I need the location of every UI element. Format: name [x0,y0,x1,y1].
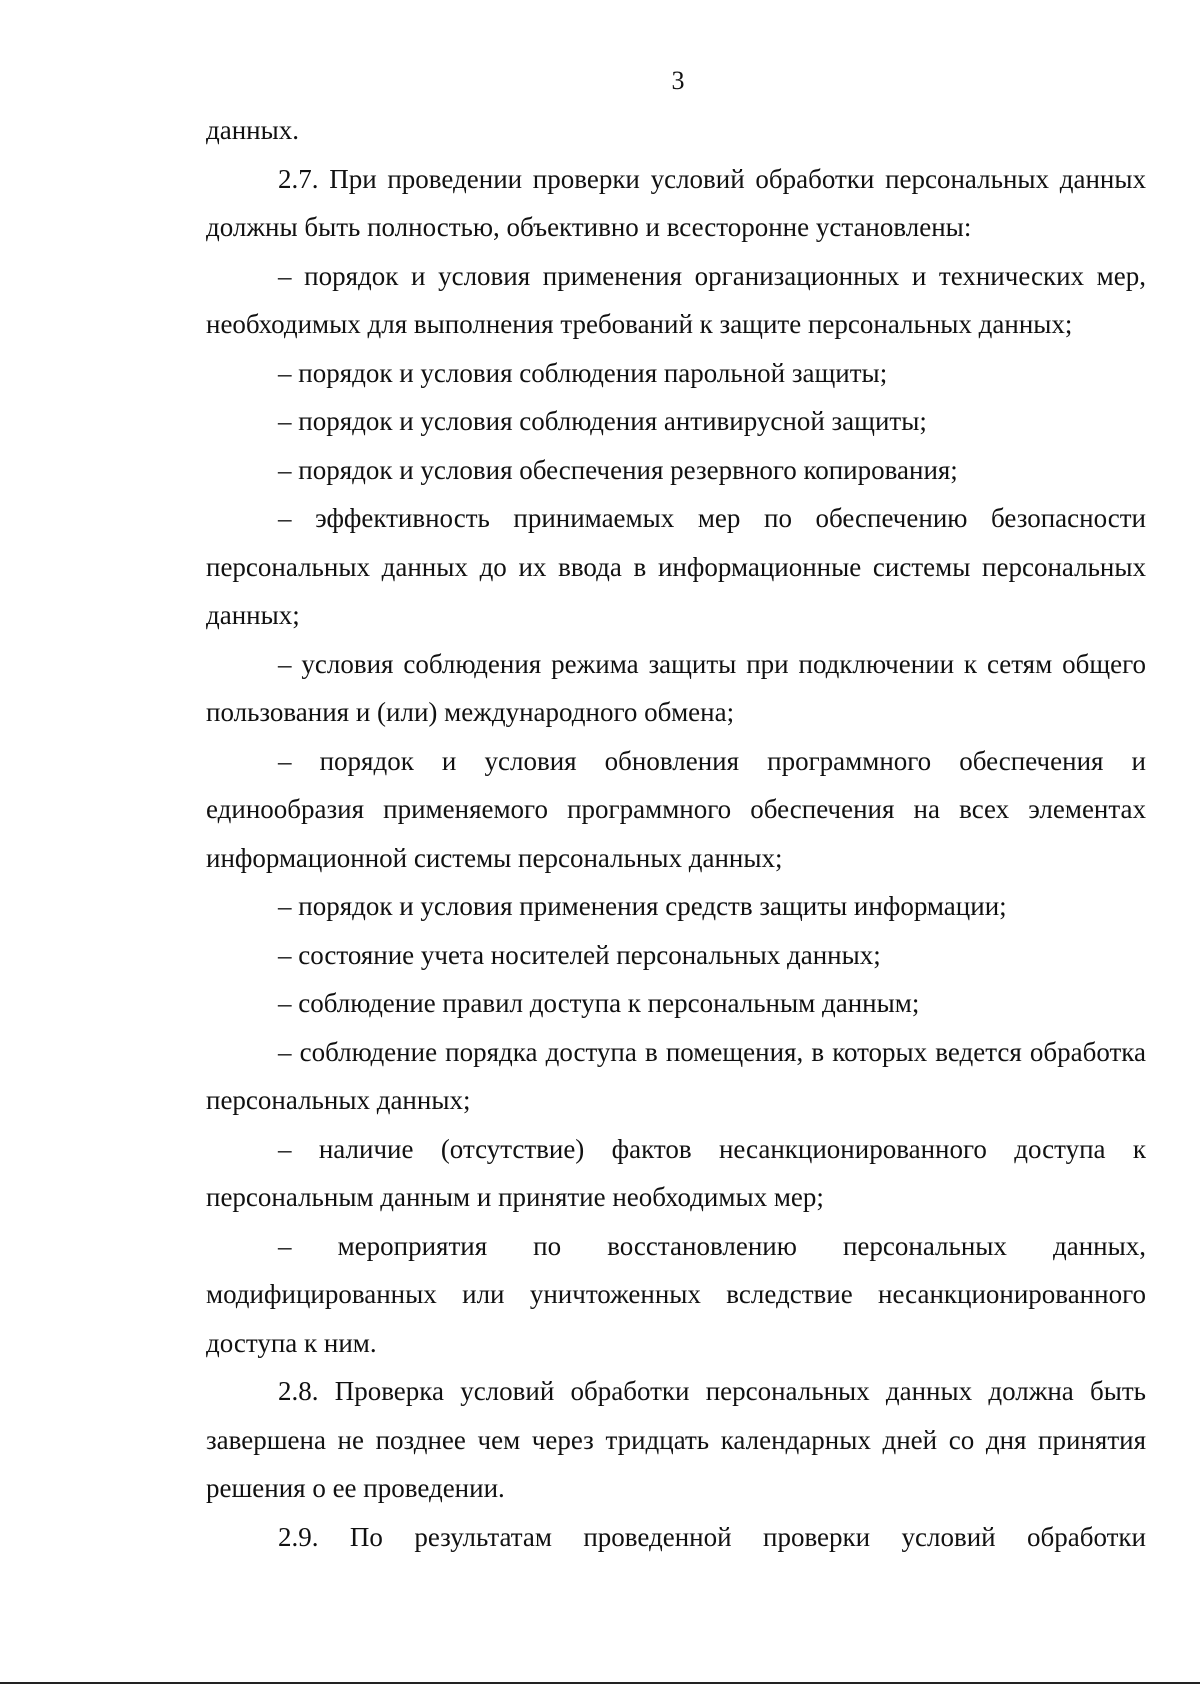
list-item: – соблюдение порядка доступа в помещения, в которых ведется обработка персональных данных; [206,1036,1146,1115]
list-item: – мероприятия по восстановлению персональных данных, модифицированных или уничтоженных вследствие несанкционированного доступа к ним. [206,1230,1146,1358]
paragraph-2-7: 2.7. При проведении проверки условий обработки персональных данных должны быть полностью, объективно и всесторонне установлены: [206,163,1146,242]
list-item: – эффективность принимаемых мер по обеспечению безопасности персональных данных до их ввода в информационные системы персональных данных; [206,503,1146,630]
page-number: 3 [671,66,685,95]
list-item: – порядок и условия соблюдения антивирусной защиты; [278,406,927,436]
list-item: – наличие (отсутствие) фактов несанкционированного доступа к персональным данным и принятие необходимых мер; [206,1133,1146,1212]
list-item: – состояние учета носителей персональных данных; [278,939,881,970]
list-item: – условия соблюдения режима защиты при подключении к сетям общего пользования и (или) международного обмена; [206,648,1146,727]
list-item: – соблюдение правил доступа к персональным данным; [278,988,920,1018]
list-item: – порядок и условия обеспечения резервного копирования; [278,454,958,485]
list-item: – порядок и условия обновления программного обеспечения и единообразия применяемого программного обеспечения на всех элементах информационной системы персональных данных; [206,745,1146,873]
document-body [206,106,1146,1561]
paragraph-2-8: 2.8. Проверка условий обработки персональных данных должна быть завершена не позднее чем через тридцать календарных дней со дня принятия решения о ее проведении. [206,1376,1146,1503]
list-item: – порядок и условия применения средств защиты информации; [278,891,1007,921]
paragraph-continuation: данных. [206,115,300,145]
list-item: – порядок и условия соблюдения парольной защиты; [278,357,888,388]
page-bottom-rule [0,1682,1200,1684]
list-item: – порядок и условия применения организационных и технических мер, необходимых для выполнения требований к защите персональных данных; [206,260,1146,339]
paragraph-2-9: 2.9. По результатам проведенной проверки условий обработки [278,1521,1146,1552]
